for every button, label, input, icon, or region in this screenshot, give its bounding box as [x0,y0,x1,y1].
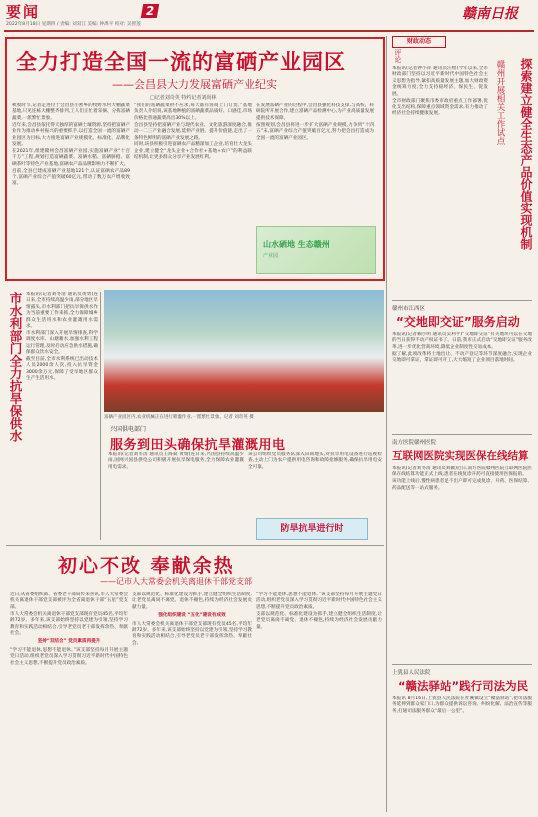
news3-body [392,466,532,662]
news2-title: “交地即交证”服务启动 [396,315,520,329]
middle-feature-body-1 [108,452,244,542]
lead-para: 在发展富硒产业的过程中,会昌县强化科技支撑,与高校、科研院所开展合作,建立富硒产品检测中心,为产业高质量发展提供技术保障。 [256,103,374,121]
newspaper-brand: 赣南日报 [462,6,518,22]
commentary-body [392,66,488,302]
bottom-col-1 [10,592,128,812]
lead-para: 同时,该县积极引进富硒农产品精深加工企业,培育壮大龙头企业,建立健全“龙头企业+合作社+基地+农户”的利益联结机制,让更多群众分享产业发展红利。 [134,142,252,161]
commentary-para: 全市财政部门聚焦市委市政府重点工作部署,优化支出结构,保障重点领域资金需求,有力推动了经济社会持续健康发展。 [392,98,488,117]
news4-para: 本报讯 8月16日,上犹县人民法院在社溪镇设立“赣法驿站”,把司法服务延伸到群众家门口,为群众提供诉讼咨询、纠纷化解、法治宣传等服务,打通司法服务群众“最后一公里”。 [392,696,532,714]
news4-title: “赣法驿站”践行司法为民 [398,679,529,693]
lead-col-2 [134,103,252,271]
masthead-rule [4,30,534,32]
middle-feature-body-2 [248,452,382,514]
lead-para: 按照规划,会昌县将进一步扩大富硒产业规模,力争到“十四五”末,富硒产业综合产值突破百亿元,努力把会昌打造成为全国一流的富硒产业园区。 [256,122,374,141]
commentary-tag [392,36,446,48]
lead-logo-image [256,226,376,274]
right-divider [392,664,532,665]
left-feature-para: 截至目前,全市水利系统已出动技术人员2000余人次,投入抗旱资金3000余万元,保障了受旱地区群众生产生活用水。 [26,357,98,382]
lead-byline: □记者刘奇英 特约记者刘尚林 [150,95,217,101]
page-number: 2 [144,4,156,18]
drought-badge [256,518,368,540]
bottom-para: “学习不能退休,思想不能退休。”该支部坚持每月开展主题党日活动,组织老党员深入学习贯彻习近平新时代中国特色社会主义思想,不断提升党员政治素质。 [10,647,128,666]
lead-col-3 [256,103,374,223]
left-feature-vertical-title: 市水利部门全力抗旱保供水 [8,292,23,442]
news2-para: 本报讯(记者赖小明 通讯员吴利平)“交地即交证”有关地块可以在交地的当日获得不动产权证书了。日前,我市正式启动“交地即交证”服务改革,进一步优化营商环境,降低企业制度性交易成本。 [392,332,532,350]
bottom-para: 近日,从省委组织部、省委老干部局传来喜讯,市人大常委会机关离退休干部党支部被评为全省离退休干部“五星”党支部。 [10,592,128,610]
lead-logo-line1: 山水硒地 生态赣州 [263,240,330,249]
news3-para: 本报讯(记者刘冬清 通讯员刘颖)近日,南方医院赣州医院互联网医院医保在线结算功能正式上线,患者在线复诊开药可直接使用医保报销。 [392,466,532,478]
middle-feature-para: 该公司组织党员服务队深入田间地头,对抗旱用电设备进行巡视检查,主动上门为农户提供用电咨询和故障抢修服务,确保抗旱用电安全可靠。 [248,452,382,470]
drought-badge-label: 防旱抗旱进行时 [280,524,344,534]
bottom-feature-headline: 初心不改 奉献余热 [58,555,235,577]
right-divider [392,434,532,435]
news3-kicker: 南方医院赣州医院 [392,440,437,446]
commentary-label: 评论 [394,49,402,63]
column-divider [100,292,101,540]
lead-para: 会昌县坚持把富硒产业与现代农业、文化旅游深度融合,推动一二三产业融合发展,延伸产业链、提升价值链,走出了一条特色鲜明的富硒产业发展之路。 [134,122,252,141]
bottom-para: “学习不能退休,思想不能退休。”该支部坚持每月开展主题党日活动,组织老党员深入学习贯彻习近平新时代中国特色社会主义思想,不断提升党员政治素质。 [256,592,382,610]
lead-col-1 [12,103,130,271]
bottom-subhead: 强化组织建设 “五化”建设有成效 [158,613,226,619]
right-column-divider [386,36,387,812]
lead-para: 秋收时节,记者走进位于会昌县小密乡的牧野水村大棚蔬菜基地,只见连栋大棚整齐排列,工人们正忙着采摘、分拣富硒蔬菜,一派繁忙景象。 [12,103,130,121]
masthead-meta: 2022年8月18日 星期四 / 责编: 刘双江 美编: 钟禹平 校对: 吴智莲 [6,22,141,27]
page-number-badge [141,4,159,18]
bottom-para: 市人大常委会机关离退休干部党支部现有党员45名,平均年龄72岁。多年来,该支部始终坚持以党建为引领,坚持学习教育和实践活动相结合,引导老党员老干部发挥余热、奉献社会。 [10,611,128,636]
bottom-col-3 [256,592,382,812]
right-divider [392,300,532,301]
bottom-feature-subheadline: ——记市人大常委会机关离退休干部党支部 [100,577,252,586]
commentary-vertical-headline: 探索建立健全生态产品价值实现机制 [519,58,533,250]
left-feature-para: 本报讯(记者刘冬清 通讯员黄勇)连日来,全市持续高温少雨,部分地区旱情露头,市水利部门把抗旱保供水作为当前重要工作来抓,全力保障城乡群众生活用水和农业灌溉用水需求。 [26,292,98,330]
bottom-subhead: 坚持“双结合” 党员素质再提升 [37,639,101,645]
main-photo-caption: 富硒产业园区内,农业机械正在进行喷灌作业,一派繁忙景象。记者 刘奇英 摄 [104,415,254,420]
news4-kicker: 上犹县人民法院 [392,670,431,676]
section-divider [6,545,384,546]
bottom-para: 市人大常委会机关离退休干部党支部现有党员45名,平均年龄72岁。多年来,该支部始终坚持以党建为引领,坚持学习教育和实践活动相结合,引导老党员老干部发挥余热、奉献社会。 [132,621,252,646]
lead-subheadline: ——会昌县大力发展富硒产业纪实 [112,78,277,91]
news3-title: 互联网医院实现医保在线结算 [392,450,529,462]
left-feature-para: 市水利部门深入开展旱情排查,科学调度水库、山塘蓄水,加强水利工程运行管理,及时启动应急供水措施,确保群众饮水安全。 [26,330,98,356]
middle-feature-title: 服务到田头确保抗旱灌溉用电 [110,438,286,453]
lead-logo-line2: 产业园 [263,253,279,259]
middle-feature-para: 本报讯(记者刘冬清 通讯员王海斌 黄婧)连日来,兴国县持续高温少雨,国网兴国县供电公司积极开展抗旱保电服务,全力保障农业灌溉用电需求。 [108,452,244,470]
lead-para: 目前,全县已建成富硒产业基地121个,认证富硒农产品89个,富硒产业综合产值突破60亿元,带动了数万农户增收致富。 [12,168,130,187]
bottom-col-2 [132,592,252,812]
lead-para: 在2021年,组建赣州会昌富硒产业园,实施富硒产业“十百千万”工程,规划打造富硒蔬菜、富硒水稻、富硒脐橙、富硒茶叶等特色产业基地,富硒农产品品牌影响力不断扩大。 [12,148,130,167]
commentary-vertical-sub: 赣州开展相关工作试点 [495,60,505,145]
lead-headline: 全力打造全国一流的富硒产业园区 [16,50,346,74]
news2-kicker: 赣州市江西区 [392,306,426,312]
main-photo [104,290,384,412]
lead-para: “我们的富硒蔬菜供不应求,每天都有客商上门订货。”基地负责人介绍说,该基地种植的富硒蔬菜品质好、口感佳,市场价格比普通蔬菜高出30%以上。 [134,103,252,121]
lead-para: 近年来,会昌县依托得天独厚的富硒土壤资源,坚持把富硒产业作为推动乡村振兴的重要抓手,以打造全国一流的富硒产业园区为目标,大力推进富硒产业规模化、标准化、品牌化发展。 [12,122,130,147]
middle-feature-kicker: 兴国供电部门 [110,426,147,433]
news3-para: 该功能上线后,慢性病患者足不出户即可完成复诊、开药、医保结算、药品配送等一站式服务。 [392,479,532,491]
news2-para: 据了解,此项改革将土地出让、不动产登记等环节深度融合,实现企业交地即可拿证、拿证即可开工,大大缩短了企业项目落地时间。 [392,351,532,364]
news4-body [392,696,532,812]
commentary-tag-label: 财政动态 [406,38,431,45]
section-title: 要闻 [6,3,41,21]
left-feature-body [26,292,98,542]
bottom-para: 支部以规范化、标准化建设为抓手,建立健全组织生活制度,让老党员离岗不离党、退休不褪色,持续为经济社会发展贡献力量。 [256,611,382,630]
news2-body [392,332,532,432]
masthead [0,0,538,34]
bottom-para: 支部以规范化、标准化建设为抓手,建立健全组织生活制度,让老党员离岗不离党、退休不褪色,持续为经济社会发展贡献力量。 [132,592,252,610]
commentary-para: 本报讯(记者钟小萍 通讯员汪贻)今年以来,全市财政部门坚持以习近平新时代中国特色社会主义思想为指导,紧扣高质量发展主题,加大财政资金统筹力度,全力支持稳经济、保民生、促发展。 [392,66,488,97]
